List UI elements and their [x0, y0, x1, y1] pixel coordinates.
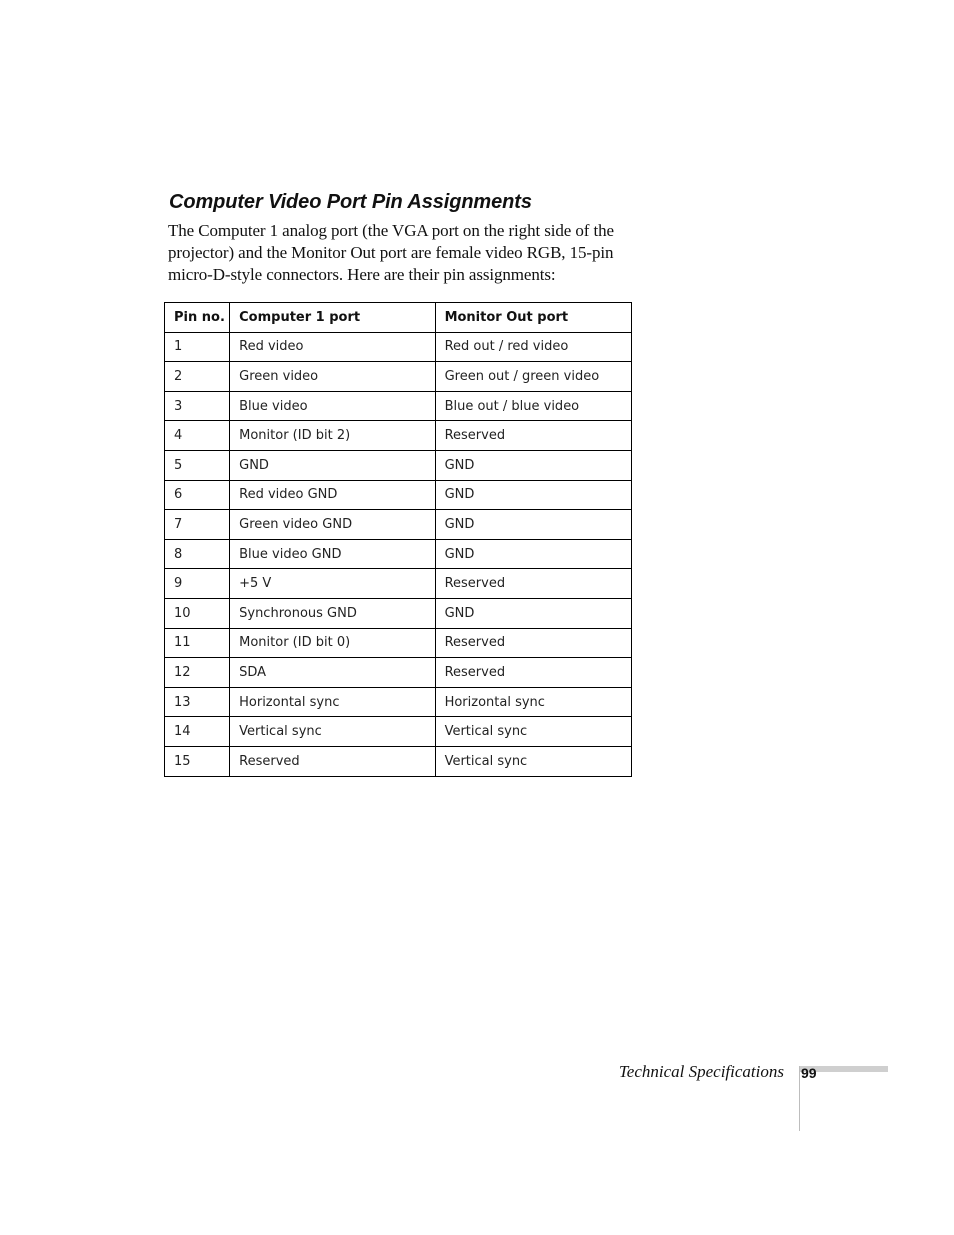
cell-pin-no: 1 — [165, 332, 230, 362]
table-row — [165, 658, 632, 688]
cell-pin-no: 8 — [165, 539, 230, 569]
cell-monitor-out-port: Reserved — [435, 569, 631, 599]
header-pin-no: Pin no. — [165, 303, 230, 333]
cell-computer-1-port: GND — [230, 450, 435, 480]
footer-divider — [799, 1066, 800, 1131]
table-row — [165, 539, 632, 569]
cell-computer-1-port: Reserved — [230, 746, 435, 776]
cell-monitor-out-port: Red out / red video — [435, 332, 631, 362]
header-computer-1-port: Computer 1 port — [230, 303, 435, 333]
cell-computer-1-port: Green video GND — [230, 510, 435, 540]
table-row — [165, 510, 632, 540]
cell-pin-no: 11 — [165, 628, 230, 658]
pin-assignments-table — [164, 302, 632, 777]
cell-pin-no: 2 — [165, 362, 230, 392]
cell-computer-1-port: Green video — [230, 362, 435, 392]
cell-pin-no: 7 — [165, 510, 230, 540]
table-row — [165, 628, 632, 658]
cell-monitor-out-port: GND — [435, 480, 631, 510]
cell-computer-1-port: Monitor (ID bit 2) — [230, 421, 435, 451]
table-row — [165, 450, 632, 480]
table-row — [165, 569, 632, 599]
cell-computer-1-port: Monitor (ID bit 0) — [230, 628, 435, 658]
table-body — [165, 332, 632, 776]
table-row — [165, 332, 632, 362]
cell-pin-no: 14 — [165, 717, 230, 747]
cell-pin-no: 9 — [165, 569, 230, 599]
cell-computer-1-port: Blue video GND — [230, 539, 435, 569]
cell-pin-no: 13 — [165, 687, 230, 717]
cell-monitor-out-port: Reserved — [435, 421, 631, 451]
table-row — [165, 598, 632, 628]
page-number: 99 — [801, 1065, 817, 1081]
cell-monitor-out-port: Reserved — [435, 658, 631, 688]
cell-monitor-out-port: Vertical sync — [435, 717, 631, 747]
cell-monitor-out-port: GND — [435, 598, 631, 628]
table-row — [165, 362, 632, 392]
table-row — [165, 391, 632, 421]
cell-pin-no: 12 — [165, 658, 230, 688]
cell-pin-no: 5 — [165, 450, 230, 480]
table-header-row — [165, 303, 632, 333]
cell-monitor-out-port: Green out / green video — [435, 362, 631, 392]
cell-monitor-out-port: Reserved — [435, 628, 631, 658]
table-row — [165, 687, 632, 717]
cell-monitor-out-port: GND — [435, 539, 631, 569]
cell-monitor-out-port: Vertical sync — [435, 746, 631, 776]
cell-computer-1-port: Synchronous GND — [230, 598, 435, 628]
cell-computer-1-port: Red video — [230, 332, 435, 362]
cell-monitor-out-port: GND — [435, 450, 631, 480]
footer-section-title: Technical Specifications — [618, 1062, 784, 1081]
cell-computer-1-port: SDA — [230, 658, 435, 688]
cell-computer-1-port: Horizontal sync — [230, 687, 435, 717]
cell-computer-1-port: +5 V — [230, 569, 435, 599]
cell-monitor-out-port: Blue out / blue video — [435, 391, 631, 421]
cell-pin-no: 15 — [165, 746, 230, 776]
table-row — [165, 746, 632, 776]
table-row — [165, 480, 632, 510]
intro-paragraph: The Computer 1 analog port (the VGA port on the right side of the projector) and the Monitor Out port are female video RGB, 15-pin micro-D-style connectors. Here are their pin assignments: — [168, 221, 614, 284]
cell-monitor-out-port: Horizontal sync — [435, 687, 631, 717]
cell-monitor-out-port: GND — [435, 510, 631, 540]
header-monitor-out-port: Monitor Out port — [435, 303, 631, 333]
cell-pin-no: 10 — [165, 598, 230, 628]
cell-computer-1-port: Vertical sync — [230, 717, 435, 747]
cell-pin-no: 3 — [165, 391, 230, 421]
table-row — [165, 421, 632, 451]
cell-computer-1-port: Red video GND — [230, 480, 435, 510]
section-heading: Computer Video Port Pin Assignments — [169, 191, 532, 213]
cell-computer-1-port: Blue video — [230, 391, 435, 421]
cell-pin-no: 4 — [165, 421, 230, 451]
table-row — [165, 717, 632, 747]
cell-pin-no: 6 — [165, 480, 230, 510]
